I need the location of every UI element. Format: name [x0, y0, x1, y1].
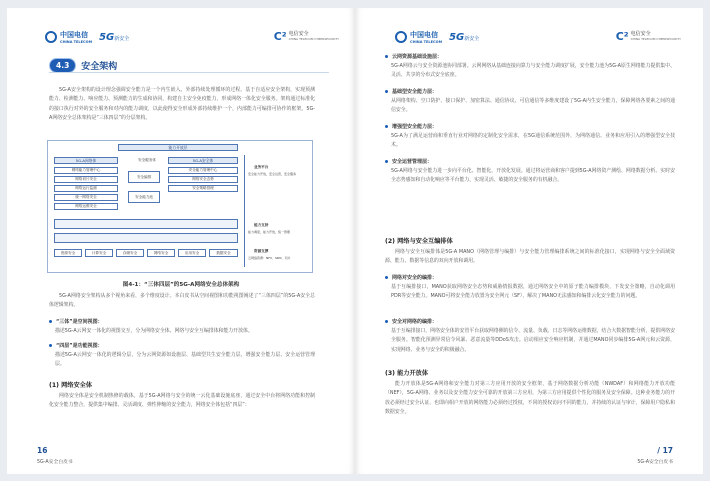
fig-mid-band	[54, 233, 238, 243]
china-telecom-logo: 中国电信 CHINA TELECOM 5G新安全	[395, 30, 479, 44]
telecom-swirl-icon	[395, 31, 407, 43]
subsection-title: (2) 网络与安全互编排体	[385, 238, 453, 245]
fig-right-title: 5G-A安全体	[168, 157, 238, 164]
architecture-figure	[47, 140, 313, 273]
layer-item: 基础型安全能力层：	[385, 88, 437, 95]
fig-bottom-cell: 计算安全	[85, 249, 113, 257]
bullet-dot-icon	[49, 320, 52, 323]
fig-mid-title: 安全服务体	[138, 158, 156, 162]
intro-paragraph: 5G-A安全架构的设计理念强调安全能力是一个内生嵌入、外部持续处理循环的过程。基于自适应安全架构，实现预测能力、检测能力、响应能力、预测能力的生成和协同，构建自主安全免疫能力，形成网络一体化安全服务。架构通过标准化的接口执行对外的安全服务和对内的能力调度，以此使得安全形成外部持续维护一个，内部能力可编排可协作的框架。5G-A网络安全总体架构是“三体四层”的分层架构。	[49, 87, 315, 121]
telecom-swirl-icon	[45, 31, 57, 43]
5g-logo: 5G新安全	[99, 31, 130, 43]
5g-logo: 5G新安全	[449, 31, 480, 43]
layer-text: 从网络架构、空口防护、接口保护、加密算法、通信协议、可信通信等多维度建设了5G-A内生安全能力，保障网络各要素之间的通信安全。	[391, 98, 675, 114]
layer-item: 云网资源基础设施层：	[385, 53, 442, 60]
fig-connector	[244, 155, 245, 267]
lab-mark-icon: C²	[273, 30, 287, 43]
lab-mark-icon: C²	[615, 30, 629, 43]
book-spread	[7, 8, 703, 474]
china-telecom-logo: 中国电信 CHINA TELECOM 5G新安全	[45, 30, 129, 44]
bullet-dot-icon	[385, 160, 388, 163]
bullet-dot-icon	[385, 55, 388, 58]
page-number: / 17	[657, 446, 673, 455]
right-page	[355, 8, 703, 474]
fig-top-bar: 能力开放层	[118, 144, 238, 151]
fig-side-text: 云网络资源：NFV、SDN、切片	[248, 256, 291, 260]
fig-side-label: 业务平台	[254, 165, 269, 169]
layer-text: 5G-A网络与安全能力进一步向平台化、智能化、开放化发展。通过将运营商和客户提到5G-A网络资产测绘、网络数据分析、实时安全态势感知和自动化响应等平台能力，实现灵活、敏捷的安全服务的有机融合。	[391, 168, 675, 184]
layer-text: 5G-A为了满足运营商和垂直行业对网络的定制化安全需求，在5G通信系统范围外，为网络通信、业务和应用引入的增强型安全技术。	[391, 133, 675, 149]
bullet-three-bodies: “三体”是空间视图：	[49, 318, 103, 325]
layer-item: 安全运营管理层：	[385, 158, 432, 165]
left-page	[7, 8, 355, 474]
bullet-text: 描述5G-A云网安一体化的视图交互，分为网络安全体、网络与安全互编排体和能力开放体。	[55, 328, 253, 334]
fig-mid-row: 安全能力池	[128, 191, 160, 203]
subsection-paragraph: 网络与安全互编排体是5G-A MANO（网络管理与编排）与安全能力管理编排系统之间的标准化接口，实现网络与安全全面域资源、能力、数据等信息的双向开放和调用。	[385, 249, 675, 265]
fig-right-row: 网络安全态势	[168, 176, 238, 183]
fig-bottom-cell: 数据安全	[209, 249, 238, 257]
fig-mid-row: 安全编排	[128, 171, 160, 183]
fig-left-row: 统一网络安全	[54, 194, 118, 201]
fig-side-text: 安全能力开放，安全运营，安全服务	[248, 172, 297, 176]
subsection-paragraph: 能力开放体是5G-A网络和安全能力对第三方应用开放的安全框架，基于网络数据分析功能（NWDAF）和网络能力开放功能（NEF），5G-A网络、业务以及安全能力安全可靠的开放第三方应用，为第三方应用提供个性化的服务及安全保障。这种业务能力的开放必须经过安全认证，也即向相户开放的网络能力必须经过授权，不同的授权访问不同的能力，并持续的认证与审计，保障用户隐私和数据安全。	[385, 381, 675, 415]
section-heading	[49, 58, 117, 73]
orchestration-text: 基于互编排接口，网络安全体的安管平台获取网络侧的信令、流量、负载、日志等网络运维数据，结合大数据智能分析，提供网络安全服务。智能化预测异常信令风暴、恶意流量等DDoS攻击。启动相应安全响应机制，并通过MANO同步编排5G-A网元和云资源，实现网络、业务与安全的积极融合。	[391, 328, 675, 353]
fig-left-row: 网络运行监测	[54, 185, 118, 192]
fig-bottom-cell: 资源安全	[54, 249, 82, 257]
fig-side-label: 能力支持	[254, 223, 269, 227]
bullet-dot-icon	[385, 276, 388, 279]
page-number: 16	[37, 446, 48, 455]
orchestration-text: 基于互编排接口，MANO获取网络安全态势和威胁情报数据，通过网络安全中的原子能力编排模块，下发安全策略，自动化调用PDR等安全能力。MANO可将安全能力放置为安全网元（SF），解决了MANO无法感知和编排云化安全能力的问题。	[391, 284, 675, 300]
fig-bottom-cell: 网络安全	[147, 249, 175, 257]
architecture-paragraph: 5G-A网络安全架构从多个视角来看，多个维度设计。本白皮书从空间视图和功能视图阐述了“三体四层”的5G-A安全总体逻辑架构。	[49, 293, 315, 309]
layer-item: 增强型安全能力层：	[385, 123, 437, 130]
section-number: 4.3	[49, 58, 76, 73]
fig-right-row: 安全能力管理中心	[168, 167, 238, 174]
section-title: 安全架构	[81, 62, 118, 72]
fig-side-text: 能力调度，能力开放，统一管理	[248, 230, 291, 234]
bullet-dot-icon	[385, 320, 388, 323]
subsection-paragraph: 网络安全体是安全机制热修的载体，基于5G-A网络与安全的统一云化基础设施底座，通过安全中台将网络功能和控制化安全能力整合，提供集中编排、灵活调度、弹性伸缩的安全能力，网络安全体包括“四层”：	[49, 393, 315, 409]
fig-bottom-cell: 存储安全	[116, 249, 144, 257]
bullet-four-layers: “四层”是功能视图：	[49, 342, 103, 349]
orchestration-item: 网络对安全的编排：	[385, 274, 437, 281]
fig-left-row: 网络能力管理中心	[54, 167, 118, 174]
section-divider	[49, 72, 329, 73]
fig-side-label: 资源支撑	[254, 249, 269, 253]
cybersecurity-logo: C² 电信安全 CHINA TELECOM CYBERSECURITY	[615, 30, 681, 43]
bullet-dot-icon	[49, 344, 52, 347]
fig-bottom-cell: 应用安全	[178, 249, 206, 257]
figure-caption: 图4-1：“三体四层”的5G-A网络安全总体架构	[122, 282, 240, 288]
book-name: 5G-A安全白皮书	[37, 460, 73, 465]
fig-left-row: 网络运维安全	[54, 203, 118, 210]
orchestration-item: 安全对网络的编排：	[385, 318, 437, 325]
subsection-title: (1) 网络安全体	[49, 382, 93, 389]
bullet-text: 描述5G-A云网安一体化的逻辑分层，分为云网资源如设施层、基础型共生安全能力层、增强安全能力层、安全运营管理层。	[55, 352, 315, 368]
book-name: 5G-A安全白皮书	[637, 460, 673, 465]
fig-left-title: 5G-A网络体	[54, 157, 118, 164]
layer-text: 5G-A网络云与安全资源池协同部署。云网网络从基础连接向算力与安全能力调度扩展，安全能力池为5G-A原生网络能力提供集中、灵活、共享的分布式安全底座。	[391, 63, 675, 79]
bullet-dot-icon	[385, 90, 388, 93]
fig-left-row: 网络切片安全	[54, 176, 118, 183]
fig-mid-band	[54, 219, 238, 229]
bullet-dot-icon	[385, 125, 388, 128]
subsection-title: (3) 能力开放体	[385, 370, 429, 377]
fig-right-row: 安全策略管理	[168, 185, 238, 192]
cybersecurity-logo: C² 电信安全 CHINA TELECOM CYBERSECURITY	[273, 30, 339, 43]
